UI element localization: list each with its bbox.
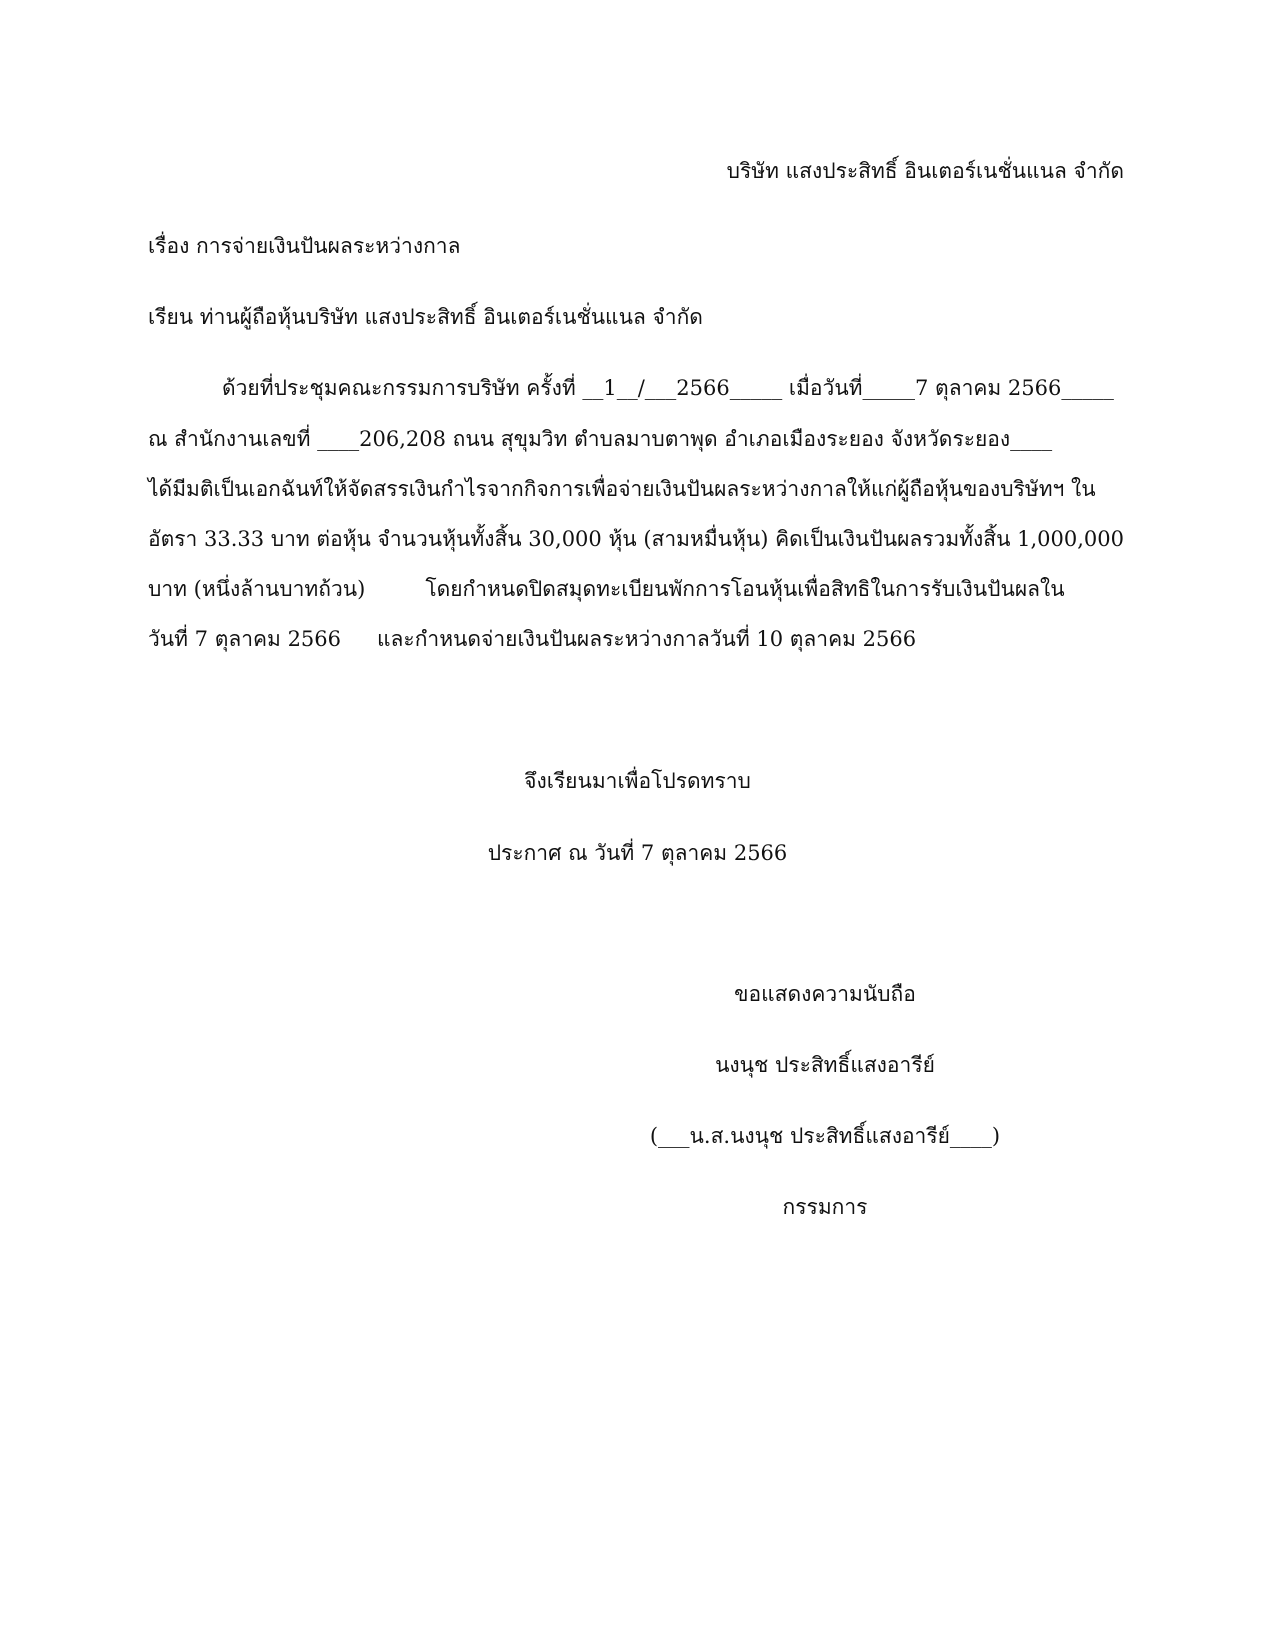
body-line-5 [148, 574, 1065, 604]
printed-name: (___น.ส.นงนุช ประสิทธิ์แสงอารีย์____) [649, 1124, 1001, 1148]
salutation-line: เรียน ท่านผู้ถือหุ้นบริษัท แสงประสิทธิ์ อินเตอร์เนชั่นแนล จำกัด [148, 305, 703, 329]
body-line-6-part-b: และกำหนดจ่ายเงินปันผลระหว่างกาลวันที่ 10 ตุลาคม 2566 [377, 627, 917, 651]
body-line-6-part-a: วันที่ 7 ตุลาคม 2566 [148, 627, 342, 651]
subject-line: เรื่อง การจ่ายเงินปันผลระหว่างกาล [148, 234, 461, 258]
body-line-1: ด้วยที่ประชุมคณะกรรมการบริษัท ครั้งที่ __1__/___2566_____ เมื่อวันที่_____7 ตุลาคม 2566_____ [222, 376, 1114, 400]
body-line-5-part-b: โดยกำหนดปิดสมุดทะเบียนพักการโอนหุ้นเพื่อสิทธิในการรับเงินปันผลใน [425, 577, 1065, 601]
regards-line: ขอแสดงความนับถือ [734, 982, 916, 1006]
body-line-4: อัตรา 33.33 บาท ต่อหุ้น จำนวนหุ้นทั้งสิ้น 30,000 หุ้น (สามหมื่นหุ้น) คิดเป็นเงินปันผลรวมทั้งสิ้น 1,000,000 [148, 527, 1125, 551]
signed-name: นงนุช ประสิทธิ์แสงอารีย์ [715, 1053, 935, 1077]
body-line-3: ได้มีมติเป็นเอกฉันท์ให้จัดสรรเงินกำไรจากกิจการเพื่อจ่ายเงินปันผลระหว่างกาลให้แก่ผู้ถือหุ้นของบริษัทฯ ใน [148, 477, 1096, 501]
body-line-5-part-a: บาท (หนึ่งล้านบาทถ้วน) [148, 577, 366, 601]
announcement-date: ประกาศ ณ วันที่ 7 ตุลาคม 2566 [487, 841, 788, 865]
closing-inform: จึงเรียนมาเพื่อโปรดทราบ [524, 769, 751, 793]
company-header: บริษัท แสงประสิทธิ์ อินเตอร์เนชั่นแนล จำกัด [726, 159, 1124, 183]
body-line-6 [148, 624, 916, 654]
signatory-title: กรรมการ [782, 1195, 868, 1219]
body-line-2: ณ สำนักงานเลขที่ ____206,208 ถนน สุขุมวิท ตำบลมาบตาพุด อำเภอเมืองระยอง จังหวัดระยอง____ [148, 427, 1053, 451]
